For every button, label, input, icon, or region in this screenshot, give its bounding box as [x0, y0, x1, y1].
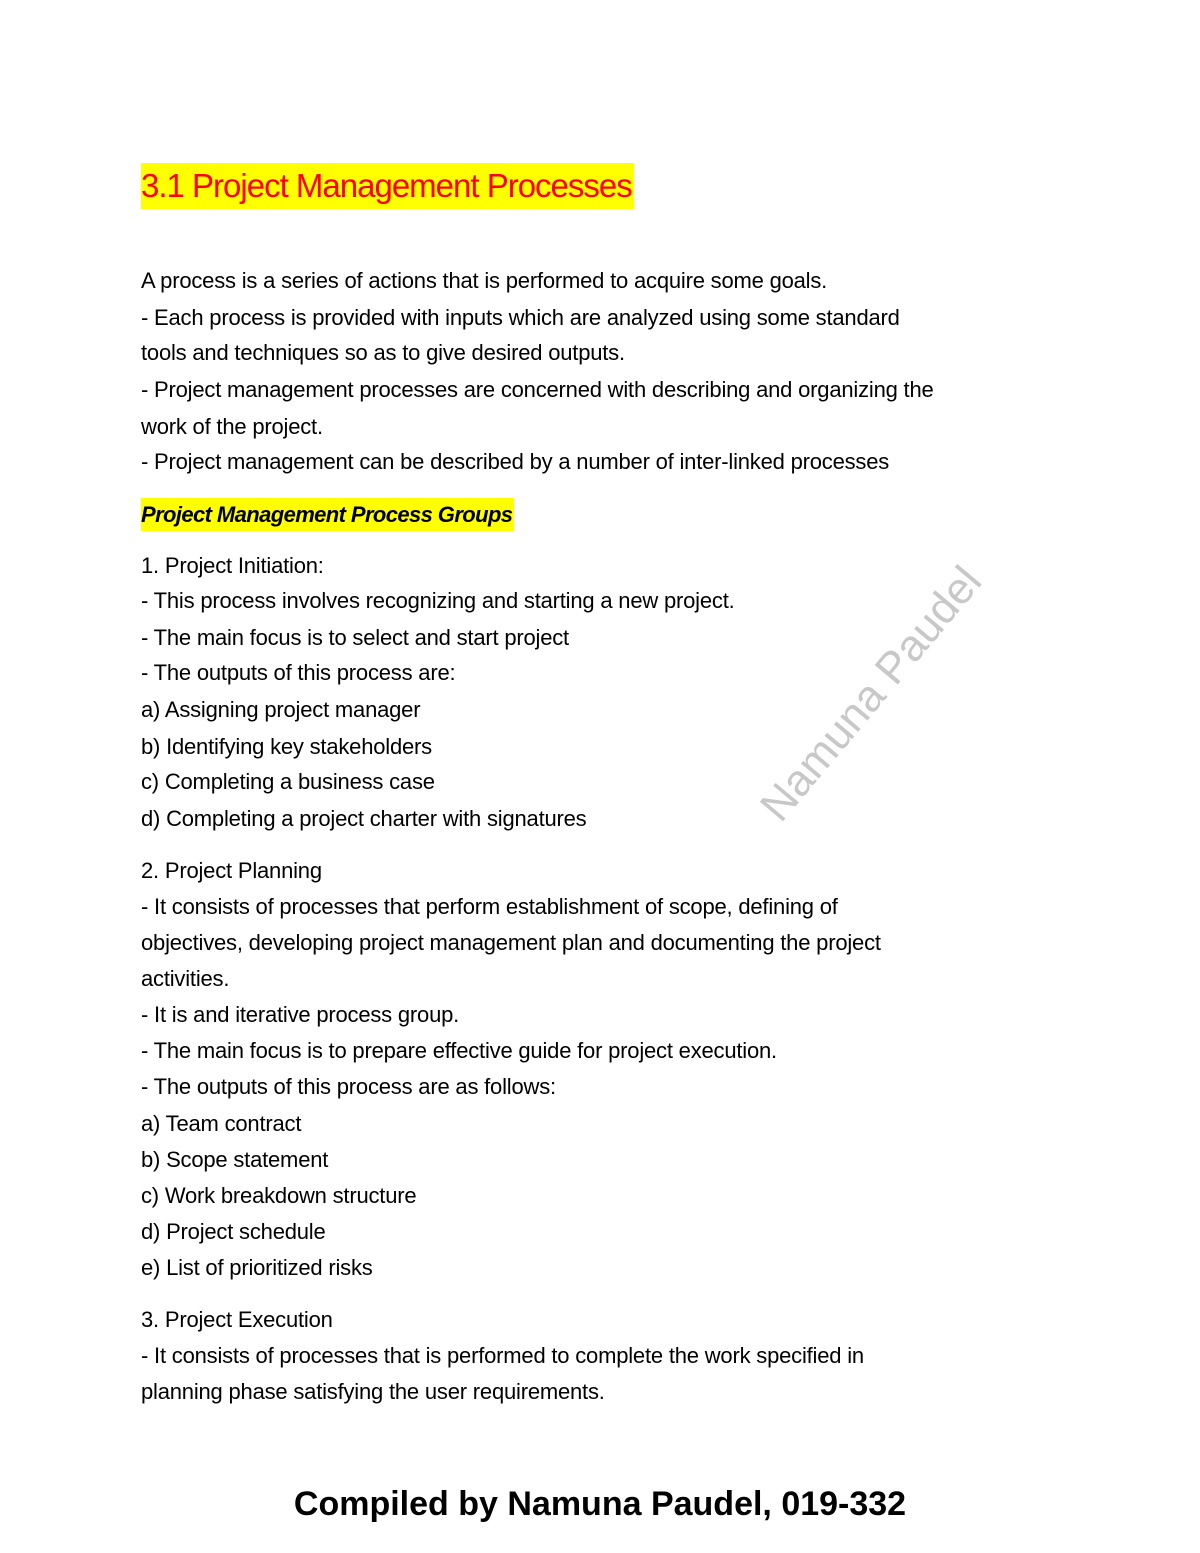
initiation-line: - The outputs of this process are:	[141, 660, 456, 685]
initiation-line: 1. Project Initiation:	[141, 553, 324, 578]
intro-line: tools and techniques so as to give desired outputs.	[141, 340, 625, 365]
initiation-line: a) Assigning project manager	[141, 697, 421, 722]
initiation-line: b) Identifying key stakeholders	[141, 734, 432, 759]
planning-line: - It consists of processes that perform establishment of scope, defining of	[141, 894, 838, 919]
planning-line: d) Project schedule	[141, 1219, 326, 1244]
section-title: 3.1 Project Management Processes	[141, 163, 634, 209]
initiation-line: c) Completing a business case	[141, 769, 435, 794]
initiation-line: - This process involves recognizing and starting a new project.	[141, 588, 735, 613]
planning-line: - It is and iterative process group.	[141, 1002, 460, 1027]
footer: Compiled by Namuna Paudel, 019-332	[293, 1485, 907, 1523]
planning-line: activities.	[141, 966, 230, 991]
execution-line: 3. Project Execution	[141, 1307, 333, 1332]
intro-line: work of the project.	[141, 414, 323, 439]
intro-line: - Project management can be described by a number of inter-linked processes	[141, 449, 890, 474]
execution-line: planning phase satisfying the user requirements.	[141, 1379, 605, 1404]
planning-line: b) Scope statement	[141, 1147, 329, 1172]
intro-line: - Each process is provided with inputs which are analyzed using some standard	[141, 305, 900, 330]
process-groups-heading: Project Management Process Groups	[141, 498, 514, 531]
initiation-line: d) Completing a project charter with signatures	[141, 806, 587, 831]
planning-line: e) List of prioritized risks	[141, 1255, 373, 1280]
planning-line: 2. Project Planning	[141, 858, 322, 883]
intro-line: - Project management processes are concerned with describing and organizing the	[141, 377, 934, 402]
execution-line: - It consists of processes that is performed to complete the work specified in	[141, 1343, 864, 1368]
watermark: Namuna Paudel	[750, 557, 992, 831]
initiation-line: - The main focus is to select and start project	[141, 625, 569, 650]
planning-line: - The main focus is to prepare effective guide for project execution.	[141, 1038, 777, 1063]
intro-line: A process is a series of actions that is performed to acquire some goals.	[141, 268, 828, 293]
planning-line: - The outputs of this process are as follows:	[141, 1074, 556, 1099]
planning-line: c) Work breakdown structure	[141, 1183, 417, 1208]
planning-line: objectives, developing project management plan and documenting the project	[141, 930, 881, 955]
planning-line: a) Team contract	[141, 1111, 302, 1136]
